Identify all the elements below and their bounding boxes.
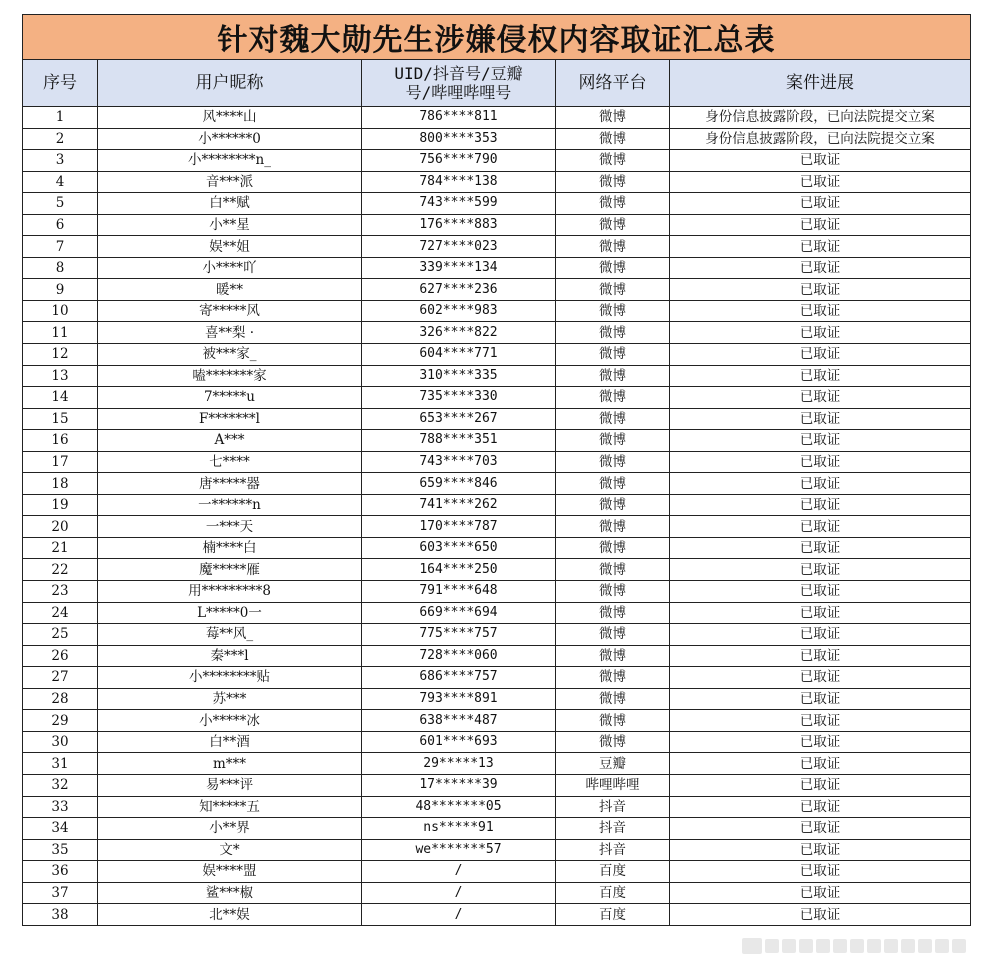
row-status: 已取证 (670, 365, 971, 387)
row-status: 已取证 (670, 257, 971, 279)
row-uid: 638****487 (362, 710, 556, 732)
row-uid: 339****134 (362, 257, 556, 279)
row-status: 已取证 (670, 408, 971, 430)
table-row (23, 667, 971, 689)
row-status: 已取证 (670, 624, 971, 646)
row-platform: 微博 (556, 322, 670, 344)
table-row (23, 861, 971, 883)
row-seq: 3 (23, 150, 98, 172)
row-nickname: 被***家_ (98, 344, 362, 366)
table-row (23, 365, 971, 387)
row-uid: 793****891 (362, 688, 556, 710)
row-nickname: 小*****冰 (98, 710, 362, 732)
row-status: 已取证 (670, 387, 971, 409)
row-status: 已取证 (670, 796, 971, 818)
table-row (23, 537, 971, 559)
row-seq: 4 (23, 171, 98, 193)
row-status: 身份信息披露阶段，已向法院提交立案 (670, 128, 971, 150)
table-row (23, 171, 971, 193)
watermark-block (867, 939, 881, 953)
row-status: 已取证 (670, 904, 971, 926)
watermark-block (782, 939, 796, 953)
row-seq: 32 (23, 774, 98, 796)
watermark-block (850, 939, 864, 953)
watermark-block (765, 939, 779, 953)
row-platform: 百度 (556, 904, 670, 926)
row-status: 已取证 (670, 818, 971, 840)
row-seq: 9 (23, 279, 98, 301)
row-status: 已取证 (670, 882, 971, 904)
row-uid: 686****757 (362, 667, 556, 689)
row-seq: 25 (23, 624, 98, 646)
row-status: 已取证 (670, 430, 971, 452)
row-nickname: L*****0一 (98, 602, 362, 624)
row-nickname: 北**娱 (98, 904, 362, 926)
row-platform: 抖音 (556, 796, 670, 818)
row-status: 已取证 (670, 322, 971, 344)
table-row (23, 818, 971, 840)
table-row (23, 430, 971, 452)
row-uid: 756****790 (362, 150, 556, 172)
watermark-block (884, 939, 898, 953)
row-uid: 310****335 (362, 365, 556, 387)
row-nickname: 娱**姐 (98, 236, 362, 258)
row-platform: 百度 (556, 861, 670, 883)
row-uid: 48*******05 (362, 796, 556, 818)
row-uid: 326****822 (362, 322, 556, 344)
row-platform: 微博 (556, 408, 670, 430)
row-seq: 22 (23, 559, 98, 581)
row-status: 已取证 (670, 581, 971, 603)
row-platform: 微博 (556, 667, 670, 689)
row-nickname: m*** (98, 753, 362, 775)
table-row (23, 300, 971, 322)
table-body (23, 107, 971, 926)
row-platform: 微博 (556, 645, 670, 667)
row-seq: 11 (23, 322, 98, 344)
table-row (23, 624, 971, 646)
table-row (23, 753, 971, 775)
row-nickname: 楠****白 (98, 537, 362, 559)
row-seq: 26 (23, 645, 98, 667)
table-row (23, 494, 971, 516)
table-row (23, 688, 971, 710)
row-status: 已取证 (670, 214, 971, 236)
row-status: 已取证 (670, 710, 971, 732)
row-platform: 微博 (556, 171, 670, 193)
row-uid: 604****771 (362, 344, 556, 366)
row-seq: 12 (23, 344, 98, 366)
row-nickname: 用*********8 (98, 581, 362, 603)
row-uid: 784****138 (362, 171, 556, 193)
row-uid: 627****236 (362, 279, 556, 301)
row-uid: 170****787 (362, 516, 556, 538)
row-nickname: 风****山 (98, 107, 362, 129)
row-status: 已取证 (670, 494, 971, 516)
row-platform: 百度 (556, 882, 670, 904)
row-nickname: 苏*** (98, 688, 362, 710)
row-platform: 微博 (556, 150, 670, 172)
row-uid: we*******57 (362, 839, 556, 861)
row-seq: 19 (23, 494, 98, 516)
row-seq: 18 (23, 473, 98, 495)
row-platform: 微博 (556, 559, 670, 581)
row-uid: 743****703 (362, 451, 556, 473)
row-uid: 164****250 (362, 559, 556, 581)
row-nickname: 喜**梨 · (98, 322, 362, 344)
row-uid: 17******39 (362, 774, 556, 796)
evidence-summary-table (22, 14, 971, 926)
watermark-block (952, 939, 966, 953)
row-seq: 21 (23, 537, 98, 559)
row-seq: 1 (23, 107, 98, 129)
row-platform: 微博 (556, 365, 670, 387)
row-nickname: F*******l (98, 408, 362, 430)
table-row (23, 710, 971, 732)
row-seq: 6 (23, 214, 98, 236)
row-status: 已取证 (670, 516, 971, 538)
table-row (23, 257, 971, 279)
row-nickname: 小********n_ (98, 150, 362, 172)
table-row (23, 279, 971, 301)
row-nickname: 暖** (98, 279, 362, 301)
row-nickname: 一***天 (98, 516, 362, 538)
row-nickname: 鲨***椒 (98, 882, 362, 904)
row-platform: 微博 (556, 236, 670, 258)
header-platform: 网络平台 (556, 60, 670, 107)
table-row (23, 107, 971, 129)
row-status: 已取证 (670, 279, 971, 301)
table-row (23, 214, 971, 236)
row-platform: 微博 (556, 257, 670, 279)
row-uid: 176****883 (362, 214, 556, 236)
row-nickname: 白**赋 (98, 193, 362, 215)
table-row (23, 839, 971, 861)
row-status: 已取证 (670, 645, 971, 667)
header-seq: 序号 (23, 60, 98, 107)
row-status: 已取证 (670, 839, 971, 861)
row-seq: 13 (23, 365, 98, 387)
row-status: 已取证 (670, 344, 971, 366)
row-seq: 34 (23, 818, 98, 840)
row-uid: 743****599 (362, 193, 556, 215)
row-seq: 15 (23, 408, 98, 430)
row-status: 已取证 (670, 473, 971, 495)
row-uid: 775****757 (362, 624, 556, 646)
row-uid: ns*****91 (362, 818, 556, 840)
row-nickname: 小******0 (98, 128, 362, 150)
table-row (23, 236, 971, 258)
row-seq: 2 (23, 128, 98, 150)
row-nickname: 莓**风_ (98, 624, 362, 646)
table-row (23, 796, 971, 818)
row-nickname: 音***派 (98, 171, 362, 193)
header-uid-line2: 号/哔哩哔哩号 (405, 83, 512, 102)
row-platform: 微博 (556, 344, 670, 366)
watermark-block (935, 939, 949, 953)
table-row (23, 473, 971, 495)
header-progress: 案件进展 (670, 60, 971, 107)
row-platform: 微博 (556, 107, 670, 129)
row-platform: 微博 (556, 451, 670, 473)
row-status: 已取证 (670, 667, 971, 689)
row-uid: 29*****13 (362, 753, 556, 775)
row-platform: 微博 (556, 710, 670, 732)
row-nickname: 小****吖 (98, 257, 362, 279)
row-status: 已取证 (670, 171, 971, 193)
row-nickname: 7*****u (98, 387, 362, 409)
table-row (23, 581, 971, 603)
table-row (23, 128, 971, 150)
row-status: 已取证 (670, 300, 971, 322)
row-platform: 微博 (556, 624, 670, 646)
watermark-block (901, 939, 915, 953)
row-uid: 653****267 (362, 408, 556, 430)
row-platform: 微博 (556, 516, 670, 538)
row-seq: 30 (23, 731, 98, 753)
watermark-block (833, 939, 847, 953)
row-status: 已取证 (670, 731, 971, 753)
row-platform: 微博 (556, 537, 670, 559)
row-uid: 791****648 (362, 581, 556, 603)
row-platform: 微博 (556, 128, 670, 150)
row-uid: 735****330 (362, 387, 556, 409)
table-row (23, 516, 971, 538)
row-status: 已取证 (670, 193, 971, 215)
row-platform: 豆瓣 (556, 753, 670, 775)
row-nickname: 易***评 (98, 774, 362, 796)
row-uid: 800****353 (362, 128, 556, 150)
row-uid: / (362, 882, 556, 904)
row-status: 身份信息披露阶段，已向法院提交立案 (670, 107, 971, 129)
row-platform: 微博 (556, 731, 670, 753)
row-seq: 7 (23, 236, 98, 258)
table-row (23, 731, 971, 753)
row-uid: 788****351 (362, 430, 556, 452)
table-row (23, 408, 971, 430)
row-platform: 微博 (556, 193, 670, 215)
row-seq: 33 (23, 796, 98, 818)
row-seq: 28 (23, 688, 98, 710)
row-status: 已取证 (670, 150, 971, 172)
header-uid-line1: UID/抖音号/豆瓣 (394, 64, 523, 83)
row-uid: 603****650 (362, 537, 556, 559)
row-uid: 602****983 (362, 300, 556, 322)
row-uid: / (362, 861, 556, 883)
row-seq: 29 (23, 710, 98, 732)
row-nickname: 嗑*******家 (98, 365, 362, 387)
table-row (23, 344, 971, 366)
table-row (23, 645, 971, 667)
row-platform: 微博 (556, 279, 670, 301)
row-seq: 10 (23, 300, 98, 322)
row-uid: 601****693 (362, 731, 556, 753)
row-nickname: 七**** (98, 451, 362, 473)
table-row (23, 904, 971, 926)
row-status: 已取证 (670, 602, 971, 624)
table-row (23, 774, 971, 796)
table-row (23, 602, 971, 624)
row-uid: 659****846 (362, 473, 556, 495)
row-nickname: 白**酒 (98, 731, 362, 753)
row-status: 已取证 (670, 451, 971, 473)
row-uid: / (362, 904, 556, 926)
row-nickname: 秦***l (98, 645, 362, 667)
row-seq: 8 (23, 257, 98, 279)
row-seq: 38 (23, 904, 98, 926)
row-nickname: 娱****盟 (98, 861, 362, 883)
row-platform: 微博 (556, 300, 670, 322)
row-seq: 36 (23, 861, 98, 883)
row-platform: 微博 (556, 494, 670, 516)
row-nickname: 寄*****风 (98, 300, 362, 322)
row-nickname: 文* (98, 839, 362, 861)
row-uid: 728****060 (362, 645, 556, 667)
row-platform: 抖音 (556, 839, 670, 861)
watermark-logo-icon (742, 938, 762, 954)
row-nickname: 唐*****器 (98, 473, 362, 495)
table-row (23, 559, 971, 581)
row-nickname: 知*****五 (98, 796, 362, 818)
header-nickname: 用户昵称 (98, 60, 362, 107)
row-seq: 31 (23, 753, 98, 775)
table-row (23, 451, 971, 473)
row-seq: 14 (23, 387, 98, 409)
table-row (23, 322, 971, 344)
row-status: 已取证 (670, 753, 971, 775)
row-platform: 微博 (556, 473, 670, 495)
row-seq: 24 (23, 602, 98, 624)
row-platform: 微博 (556, 387, 670, 409)
watermark-block (799, 939, 813, 953)
table-title: 针对魏大勋先生涉嫌侵权内容取证汇总表 (23, 15, 971, 60)
row-seq: 17 (23, 451, 98, 473)
row-nickname: 一******n (98, 494, 362, 516)
row-status: 已取证 (670, 236, 971, 258)
row-status: 已取证 (670, 774, 971, 796)
row-status: 已取证 (670, 861, 971, 883)
row-seq: 5 (23, 193, 98, 215)
row-uid: 669****694 (362, 602, 556, 624)
row-nickname: A*** (98, 430, 362, 452)
row-seq: 35 (23, 839, 98, 861)
row-seq: 37 (23, 882, 98, 904)
row-platform: 抖音 (556, 818, 670, 840)
row-seq: 27 (23, 667, 98, 689)
row-seq: 20 (23, 516, 98, 538)
table-row (23, 150, 971, 172)
watermark (742, 938, 966, 954)
row-platform: 微博 (556, 430, 670, 452)
row-nickname: 小**星 (98, 214, 362, 236)
row-nickname: 小********贴 (98, 667, 362, 689)
row-platform: 哔哩哔哩 (556, 774, 670, 796)
row-status: 已取证 (670, 688, 971, 710)
watermark-block (918, 939, 932, 953)
row-status: 已取证 (670, 537, 971, 559)
watermark-block (816, 939, 830, 953)
header-row (23, 60, 971, 107)
row-platform: 微博 (556, 602, 670, 624)
row-uid: 727****023 (362, 236, 556, 258)
row-platform: 微博 (556, 214, 670, 236)
row-seq: 16 (23, 430, 98, 452)
row-uid: 741****262 (362, 494, 556, 516)
row-status: 已取证 (670, 559, 971, 581)
row-uid: 786****811 (362, 107, 556, 129)
table-row (23, 193, 971, 215)
row-nickname: 小**界 (98, 818, 362, 840)
row-nickname: 魔*****雁 (98, 559, 362, 581)
table-row (23, 882, 971, 904)
table-row (23, 387, 971, 409)
header-uid (362, 60, 556, 107)
row-platform: 微博 (556, 581, 670, 603)
row-seq: 23 (23, 581, 98, 603)
row-platform: 微博 (556, 688, 670, 710)
